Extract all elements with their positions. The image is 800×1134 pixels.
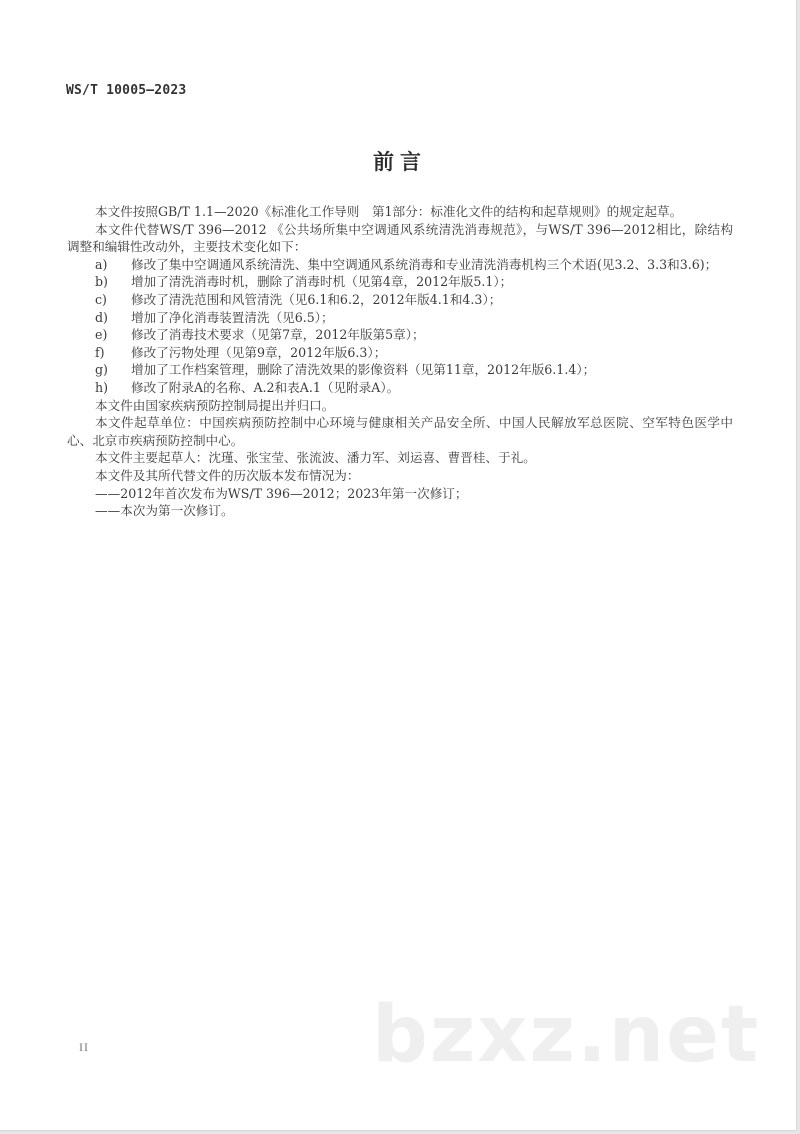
list-marker: d) — [95, 309, 108, 325]
list-item-text: 修改了清洗范围和风管清洗（见6.1和6.2，2012年版4.1和4.3）； — [131, 291, 502, 307]
list-item — [67, 361, 733, 379]
list-item-text: 修改了消毒技术要求（见第7章，2012年版第5章）； — [131, 327, 425, 343]
paragraph-drafting-basis: 本文件按照GB/T 1.1—2020《标准化工作导则 第1部分：标准化文件的结构和起草规则》的规定起草。 — [95, 204, 683, 219]
history-item: ——本次为第一次修订。 — [95, 503, 234, 519]
paragraph-drafters: 本文件主要起草人：沈瑾、张宝莹、张流波、潘力军、刘运喜、曹晋桂、于礼。 — [95, 450, 536, 466]
list-item-text: 修改了附录A的名称、A.2和表A.1（见附录A）。 — [131, 379, 400, 395]
list-item — [67, 309, 733, 327]
list-item — [67, 326, 733, 344]
changes-list — [67, 256, 733, 397]
list-marker: c) — [95, 291, 107, 307]
list-marker: a) — [95, 256, 108, 272]
list-item — [67, 344, 733, 362]
paragraph-drafting-units: 本文件起草单位：中国疾病预防控制中心环境与健康相关产品安全所、中国人民解放军总医院、空军特色医学中心、北京市疾病预防控制中心。 — [67, 415, 733, 448]
list-item-text: 修改了污物处理（见第9章，2012年版6.3）； — [131, 344, 387, 360]
list-item — [67, 273, 733, 291]
paragraph-proposer: 本文件由国家疾病预防控制局提出并归口。 — [95, 397, 335, 413]
watermark: bzxz.net — [372, 990, 761, 1080]
foreword-body — [67, 203, 733, 520]
list-item — [67, 379, 733, 397]
list-item-text: 修改了集中空调通风系统清洗、集中空调通风系统消毒和专业清洗消毒机构三个术语(见3.2、3.3和3.6)； — [131, 256, 718, 272]
list-marker: e) — [95, 327, 108, 343]
list-marker: h) — [95, 379, 109, 395]
list-marker: f) — [95, 344, 105, 360]
list-item-text: 增加了净化消毒装置清洗（见6.5）； — [131, 309, 334, 325]
paragraph-history-intro: 本文件及其所代替文件的历次版本发布情况为： — [95, 467, 360, 483]
list-item-text: 增加了清洗消毒时机，删除了消毒时机（见第4章，2012年版5.1）； — [131, 274, 513, 290]
list-item — [67, 291, 733, 309]
page-number: II — [79, 1040, 89, 1054]
list-marker: b) — [95, 274, 108, 290]
list-item — [67, 256, 733, 274]
list-marker: g) — [95, 362, 108, 378]
history-item: ——2012年首次发布为WS/T 396—2012；2023年第一次修订； — [95, 485, 468, 501]
document-code: WS/T 10005—2023 — [66, 83, 187, 98]
list-item-text: 增加了工作档案管理，删除了清洗效果的影像资料（见第11章，2012年版6.1.4）； — [131, 362, 596, 378]
page-title: 前言 — [373, 150, 427, 174]
paragraph-replacement: 本文件代替WS/T 396—2012 《公共场所集中空调通风系统清洗消毒规范》，与WS/T 396—2012相比，除结构调整和编辑性改动外，主要技术变化如下： — [67, 221, 733, 255]
